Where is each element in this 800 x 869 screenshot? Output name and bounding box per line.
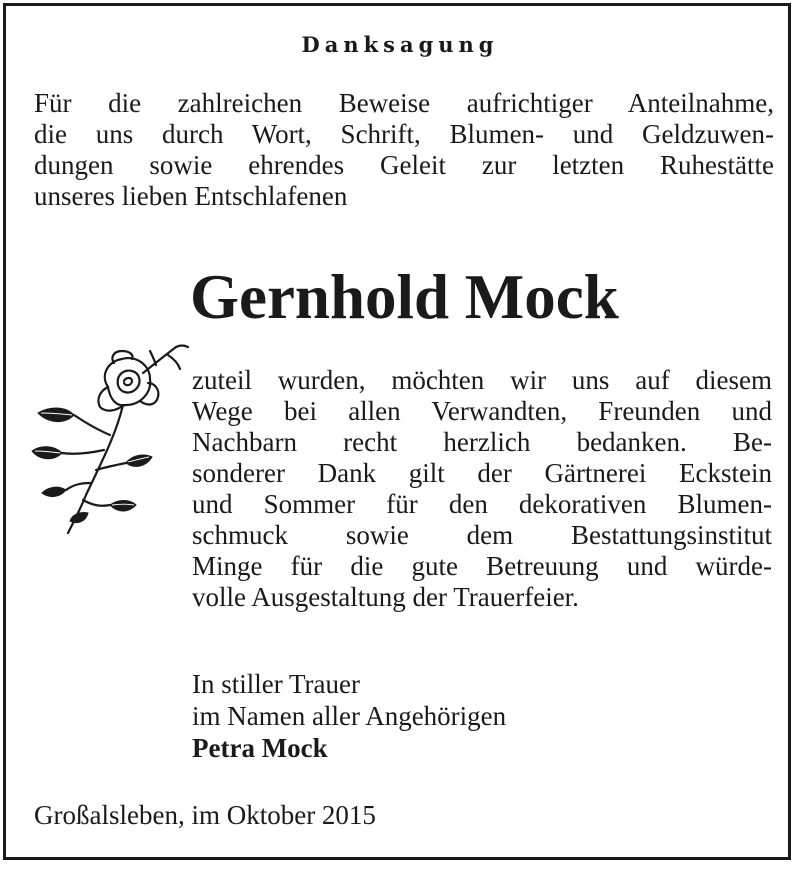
closing-line: In stiller Trauer <box>192 669 360 699</box>
body-paragraph <box>192 365 772 613</box>
place-date-line: Großalsleben, im Oktober 2015 <box>34 800 376 830</box>
body-line: Wege bei allen Verwandten, Freunden und <box>192 396 772 426</box>
rose-icon <box>28 335 198 535</box>
closing-block <box>192 669 752 765</box>
intro-line: dungen sowie ehrendes Geleit zur letzten Ruhestätte <box>34 150 774 180</box>
intro-line: unseres lieben Entschlafenen <box>34 181 348 211</box>
notice-heading: Danksagung <box>301 32 499 57</box>
body-line: und Sommer für den dekorativen Blumen- <box>192 489 772 519</box>
body-line: Nachbarn recht herzlich bedanken. Be- <box>192 427 772 457</box>
body-line: schmuck sowie dem Bestattungsinstitut <box>192 520 772 550</box>
closing-line: im Namen aller Angehörigen <box>192 701 507 731</box>
body-line: sonderer Dank gilt der Gärtnerei Eckstein <box>192 458 772 488</box>
intro-paragraph <box>34 88 774 212</box>
body-line: volle Ausgestaltung der Trauerfeier. <box>192 582 579 612</box>
body-line: zuteil wurden, möchten wir uns auf diesem <box>192 365 772 395</box>
signer-name: Petra Mock <box>192 733 328 763</box>
intro-line: Für die zahlreichen Beweise aufrichtiger Anteilnahme, <box>34 88 774 118</box>
intro-line: die uns durch Wort, Schrift, Blumen- und Geldzuwen- <box>34 119 774 149</box>
body-line: Minge für die gute Betreuung und würde- <box>192 551 772 581</box>
deceased-name: Gernhold Mock <box>190 262 619 332</box>
place-date <box>34 800 634 831</box>
